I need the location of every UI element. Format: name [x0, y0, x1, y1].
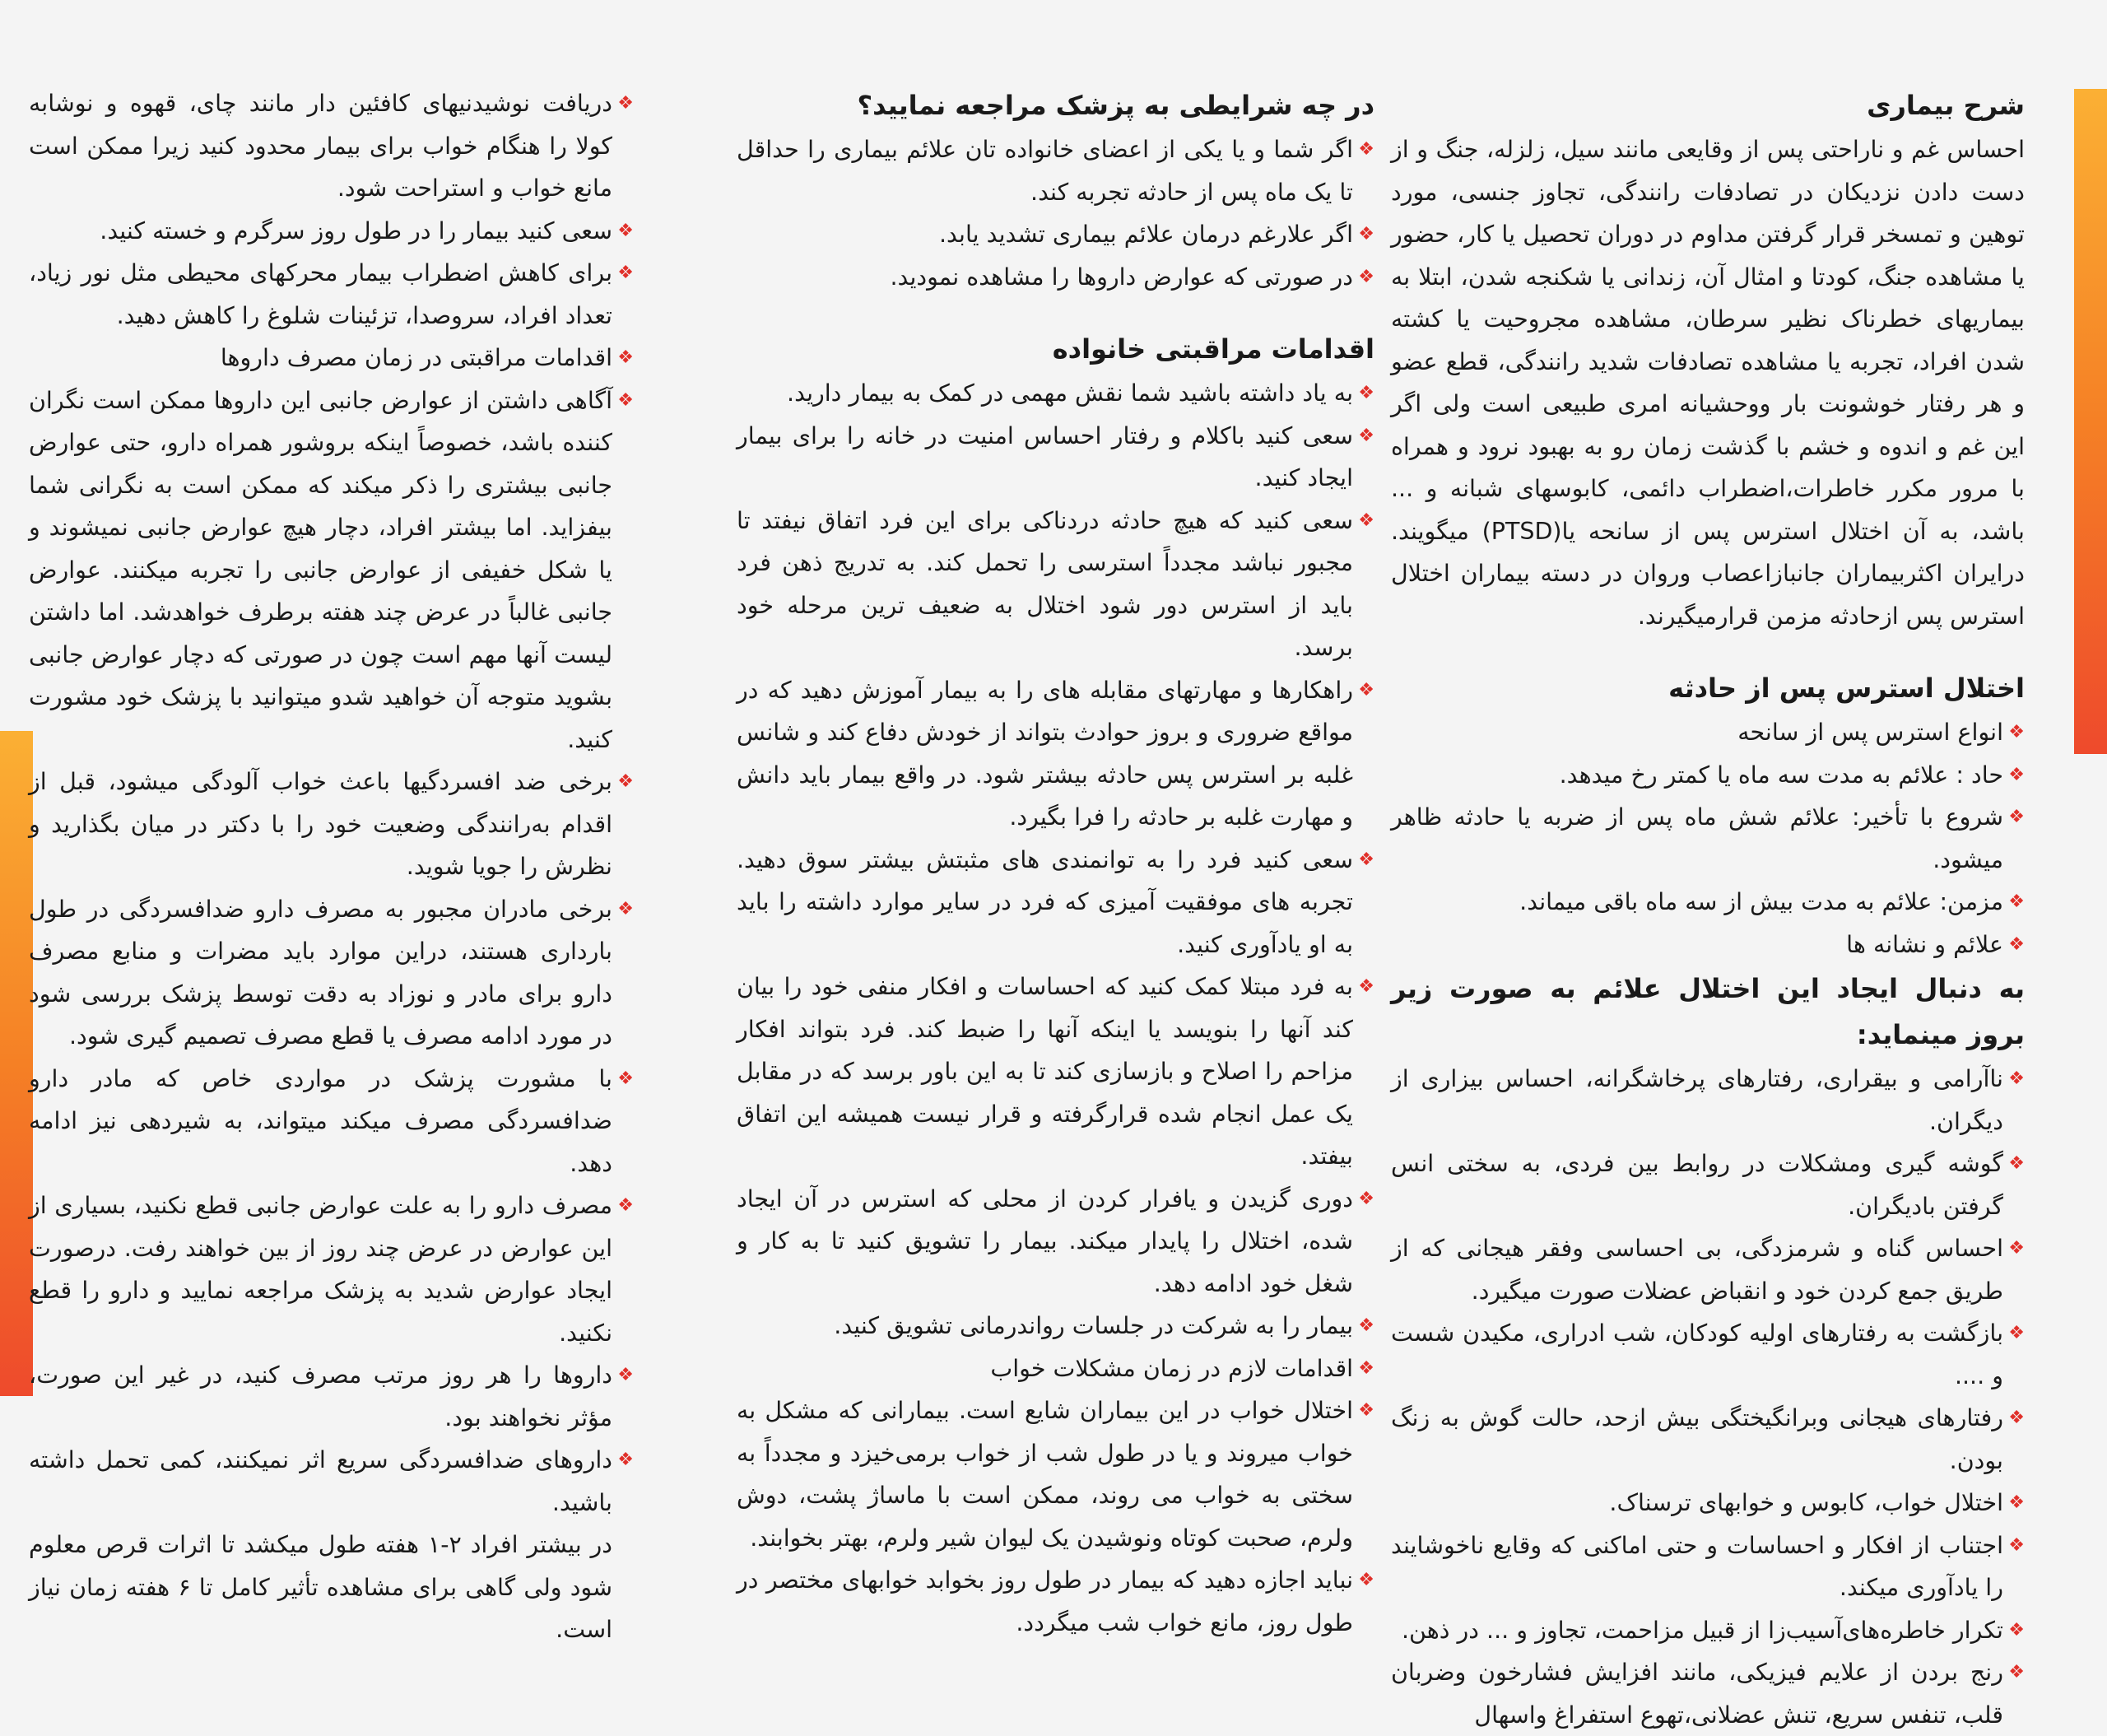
diamond-bullet-icon: ❖	[617, 263, 634, 283]
list-item: ❖ داروهای ضدافسردگی سریع اثر نمیکنند، کمی تحمل داشته باشید.	[29, 1439, 634, 1524]
list-item: ❖ با مشورت پزشک در مواردی خاص که مادر دارو ضدافسردگی مصرف میکند میتواند، به شیردهی نیز ادامه دهد.	[29, 1058, 634, 1185]
diamond-bullet-icon: ❖	[2008, 764, 2025, 785]
list-item: ❖ اختلال خواب در این بیماران شایع است. بیمارانی که مشکل به خواب میروند و یا در طول شب از خواب برمی‌خیزد و مجدداً به سختی به خواب می روند، ممکن است با ماساژ پشت، دوش ولرم، صحبت کوتاه ونوشیدن یک لیوان شیر ولرم، بهتر بخوابند.	[737, 1389, 1374, 1559]
right-column	[1391, 82, 2025, 1736]
diamond-bullet-icon: ❖	[2008, 1068, 2025, 1089]
diamond-bullet-icon: ❖	[2008, 1323, 2025, 1343]
list-item: ❖ برای کاهش اضطراب بیمار محرکهای محیطی مثل نور زیاد، تعداد افراد، سروصدا، تزئینات شلوغ را کاهش دهید.	[29, 252, 634, 337]
list-item: ❖ به فرد مبتلا کمک کنید که احساسات و افکار منفی خود را بیان کند آنها را بنویسد یا اینکه آنها را ضبط کند. فرد بتواند افکار مزاحم را اصلاح و بازسازی کند تا به این باور برسد که در مقابل یک عمل انجام شده قرارگرفته و قرار نیست همیشه این اتفاق بیفتد.	[737, 966, 1374, 1178]
list-item: ❖ در صورتی که عوارض داروها را مشاهده نمودید.	[737, 256, 1374, 299]
description-paragraph: احساس غم و ناراحتی پس از وقایعی مانند سیل، زلزله، جنگ و از دست دادن نزدیکان در تصادفات رانندگی، تجاوز جنسی، مورد توهین و تمسخر قرار گرفتن مداوم در دوران تحصیل یا کار، حضور یا مشاهده جنگ، کودتا و امثال آن، زندانی یا شکنجه شدن، ابتلا به بیماریهای خطرناک نظیر سرطان، مشاهده مجروحیت یا کشته شدن افراد، تجربه یا مشاهده تصادفات شدید رانندگی، قطع عضو و هر رفتار خوشونت بار ووحشیانه امری طبیعی است ولی اگر این غم و اندوه و خشم با گذشت زمان رو به بهبود نرود و همراه با مرور مکرر خاطرات،اضطراب دائمی، کابوسهای شبانه و ... باشد، به آن اختلال استرس پس از سانحه یا(PTSD) میگویند. درایران اکثربیماران جانبازاعصاب وروان در دسته بیماران اختلال استرس پس ازحادثه مزمن قرارمیگیرند.	[1391, 136, 2025, 630]
diamond-bullet-icon: ❖	[1358, 1400, 1374, 1421]
diamond-bullet-icon: ❖	[1358, 1188, 1374, 1209]
accent-bar-left	[0, 731, 33, 1396]
left-list	[29, 82, 634, 1651]
diamond-bullet-icon: ❖	[1358, 425, 1374, 446]
list-item: ❖ اقدامات مراقبتی در زمان مصرف داروها	[29, 337, 634, 379]
diamond-bullet-icon: ❖	[2008, 1408, 2025, 1428]
list-item: ❖ ناآرامی و بیقراری، رفتارهای پرخاشگرانه، احساس بیزاری از دیگران.	[1391, 1058, 2025, 1143]
list-item: ❖ به یاد داشته باشید شما نقش مهمی در کمک به بیمار دارید.	[737, 372, 1374, 415]
diamond-bullet-icon: ❖	[2008, 807, 2025, 827]
diamond-bullet-icon: ❖	[617, 1068, 634, 1089]
list-item: ❖ حاد : علائم به مدت سه ماه یا کمتر رخ میدهد.	[1391, 754, 2025, 797]
list-item: ❖ بیمار را به شرکت در جلسات رواندرمانی تشویق کنید.	[737, 1305, 1374, 1347]
diamond-bullet-icon: ❖	[617, 347, 634, 368]
diamond-bullet-icon: ❖	[617, 389, 634, 411]
list-item: ❖ مزمن: علائم به مدت بیش از سه ماه باقی میماند.	[1391, 881, 2025, 924]
diamond-bullet-icon: ❖	[617, 771, 634, 792]
diamond-bullet-icon: ❖	[1358, 139, 1374, 160]
list-item: ❖ انواع استرس پس از سانحه	[1391, 711, 2025, 754]
diamond-bullet-icon: ❖	[2008, 1153, 2025, 1174]
diamond-bullet-icon: ❖	[1358, 224, 1374, 244]
diamond-bullet-icon: ❖	[1358, 266, 1374, 287]
diamond-bullet-icon: ❖	[1358, 1570, 1374, 1590]
left-column	[29, 82, 634, 1651]
diamond-bullet-icon: ❖	[617, 1195, 634, 1216]
diamond-bullet-icon: ❖	[2008, 1534, 2025, 1556]
list-item: ❖ آگاهی داشتن از عوارض جانبی این داروها ممکن است نگران کننده باشد، خصوصاً اینکه بروشور همراه دارو، حتی عوارض جانبی بیشتری را ذکر میکند که ممکن است به نگرانی شما بیفزاید. اما بیشتر افراد، دچار هیچ عوارض جانبی نمیشوند و یا شکل خفیفی از عوارض جانبی را تجربه میکنند. عوارض جانبی غالباً در عرض چند هفته برطرف خواهدشد. اما داشتن لیست آنها مهم است چون در صورتی که دچار عوارض جانبی بشوید متوجه آن خواهید شدو میتوانید با پزشک خود مشورت کنید.	[29, 379, 634, 761]
list-item: ❖ دریافت نوشیدنیهای کافئین دار مانند چای، قهوه و نوشابه کولا را هنگام خواب برای بیمار محدود کنید زیرا ممکن است مانع خواب و استراحت شود.	[29, 82, 634, 210]
diamond-bullet-icon: ❖	[617, 1365, 634, 1385]
doctor-list	[737, 128, 1374, 298]
list-item: ❖ تکرار خاطره‌های‌آسیب‌زا از قبیل مزاحمت، تجاوز و ... در ذهن.	[1391, 1609, 2025, 1652]
list-item: ❖ برخی مادران مجبور به مصرف دارو ضدافسردگی در طول بارداری هستند، دراین موارد باید مضرات و منابع مصرف دارو برای مادر و نوزاد به دقت توسط پزشک بررسی شود در مورد ادامه مصرف یا قطع مصرف تصمیم گیری شود.	[29, 888, 634, 1058]
list-item: ❖ دوری گزیدن و یافرار کردن از محلی که استرس در آن ایجاد شده، اختلال را پایدار میکند. بیمار را تشویق کنید تا به کار و شغل خود ادامه دهد.	[737, 1178, 1374, 1305]
diamond-bullet-icon: ❖	[617, 220, 634, 241]
middle-column	[737, 82, 1374, 1644]
list-item: ❖ شروع با تأخیر: علائم شش ماه پس از ضربه یا حادثه ظاهر میشود.	[1391, 796, 2025, 881]
list-item: ❖ اختلال خواب، کابوس و خوابهای ترسناک.	[1391, 1482, 2025, 1524]
diamond-bullet-icon: ❖	[1358, 679, 1374, 700]
diamond-bullet-icon: ❖	[1358, 383, 1374, 403]
diamond-bullet-icon: ❖	[1358, 976, 1374, 997]
diamond-bullet-icon: ❖	[2008, 1662, 2025, 1682]
diamond-bullet-icon: ❖	[2008, 722, 2025, 742]
list-item: ❖ سعی کنید فرد را به توانمندی های مثبتش بیشتر سوق دهید. تجربه های موفقیت آمیزی که فرد در سایر موارد داشته را باید به او یادآوری کنید.	[737, 839, 1374, 966]
list-item: ❖ رفتارهای هیجانی وبرانگیختگی بیش ازحد، حالت گوش به زنگ بودن.	[1391, 1397, 2025, 1482]
list-item: ❖ داروها را هر روز مرتب مصرف کنید، در غیر این صورت، مؤثر نخواهند بود.	[29, 1354, 634, 1439]
diamond-bullet-icon: ❖	[2008, 1492, 2025, 1513]
diamond-bullet-icon: ❖	[617, 1450, 634, 1470]
list-item: ❖ اقدامات لازم در زمان مشکلات خواب	[737, 1347, 1374, 1390]
family-list	[737, 372, 1374, 1644]
diamond-bullet-icon: ❖	[1358, 849, 1374, 870]
diamond-bullet-icon: ❖	[1358, 1357, 1374, 1379]
heading-family: اقدامات مراقبتی خانواده	[1052, 333, 1374, 365]
list-item: ❖ اجتناب از افکار و احساسات و حتی اماکنی که وقایع ناخوشایند را یادآوری میکند.	[1391, 1524, 2025, 1609]
diamond-bullet-icon: ❖	[2008, 1619, 2025, 1641]
ptsd-types-list	[1391, 711, 2025, 966]
diamond-bullet-icon: ❖	[1358, 510, 1374, 531]
heading-ptsd: اختلال استرس پس از حادثه	[1668, 673, 2025, 704]
diamond-bullet-icon: ❖	[2008, 1238, 2025, 1259]
list-item: ❖ اگر علارغم درمان علائم بیماری تشدید یابد.	[737, 213, 1374, 256]
accent-bar-right	[2074, 89, 2107, 754]
list-item: ❖ برخی ضد افسردگیها باعث خواب آلودگی میشود، قبل از اقدام به‌رانندگی وضعیت خود را با دکتر در میان بگذارید و نظرش را جویا شوید.	[29, 761, 634, 888]
list-item: ❖ مصرف دارو را به علت عوارض جانبی قطع نکنید، بسیاری از این عوارض در عرض چند روز از بین خواهند رفت. درصورت ایجاد عوارض شدید به پزشک مراجعه نمایید و دارو را قطع نکنید.	[29, 1184, 634, 1354]
diamond-bullet-icon: ❖	[2008, 891, 2025, 912]
heading-description: شرح بیماری	[1867, 90, 2025, 121]
list-item: ❖ رنج بردن از علایم فیزیکی، مانند افزایش فشارخون وضربان قلب، تنفس سریع، تنش عضلانی،تهوع استفراغ واسهال	[1391, 1651, 2025, 1736]
heading-doctor: در چه شرایطی به پزشک مراجعه نمایید؟	[857, 90, 1374, 121]
diamond-bullet-icon: ❖	[1358, 1315, 1374, 1336]
diamond-bullet-icon: ❖	[2008, 933, 2025, 955]
list-item: ❖ گوشه گیری ومشکلات در روابط بین فردی، به سختی انس گرفتن بادیگران.	[1391, 1143, 2025, 1227]
list-item: ❖ سعی کنید باکلام و رفتار احساس امنیت در خانه را برای بیمار ایجاد کنید.	[737, 415, 1374, 500]
diamond-bullet-icon: ❖	[617, 93, 634, 114]
list-item: در بیشتر افراد ۲-۱ هفته طول میکشد تا اثرات قرص معلوم شود ولی گاهی برای مشاهده تأثیر کامل تا ۶ هفته زمان نیاز است.	[29, 1531, 612, 1643]
list-item: ❖ احساس گناه و شرمزدگی، بی احساسی وفقر هیجانی که از طریق جمع کردن خود و انقباض عضلات صورت میگیرد.	[1391, 1227, 2025, 1312]
list-item: ❖ علائم و نشانه ها	[1391, 924, 2025, 966]
heading-symptoms: به دنبال ایجاد این اختلال علائم به صورت زیر بروز مینماید:	[1391, 973, 2025, 1050]
list-item: ❖ راهکارها و مهارتهای مقابله‌ های را به بیمار آموزش دهید که در مواقع ضروری و بروز حوادث بتواند از خودش دفاع کند و شانس غلبه بر استرس پس حادثه بیشتر شود. در واقع بیمار باید دانش و مهارت غلبه بر حادثه را فرا بگیرد.	[737, 669, 1374, 839]
list-item: ❖ بازگشت به رفتارهای اولیه کودکان، شب ادراری، مکیدن شست و ....	[1391, 1312, 2025, 1397]
diamond-bullet-icon: ❖	[617, 898, 634, 919]
list-item: ❖ سعی کنید که هیچ حادثه دردناکی برای این فرد اتفاق نیفتد تا مجبور نباشد مجدداً استرسی را تحمل کند. به تدریج ذهن فرد باید از استرس دور شود اختلال به ضعیف ترین مرحله خود برسد.	[737, 500, 1374, 669]
list-item: ❖ اگر شما و یا یکی از اعضای خانواده تان علائم بیماری را حداقل تا یک ماه پس از حادثه تجربه کند.	[737, 128, 1374, 213]
list-item: ❖ نباید اجازه دهید که بیمار در طول روز بخوابد خوابهای مختصر در طول روز، مانع خواب شب میگردد.	[737, 1559, 1374, 1644]
list-item: ❖ سعی کنید بیمار را در طول روز سرگرم و خسته کنید.	[29, 210, 634, 253]
symptoms-list	[1391, 1058, 2025, 1736]
